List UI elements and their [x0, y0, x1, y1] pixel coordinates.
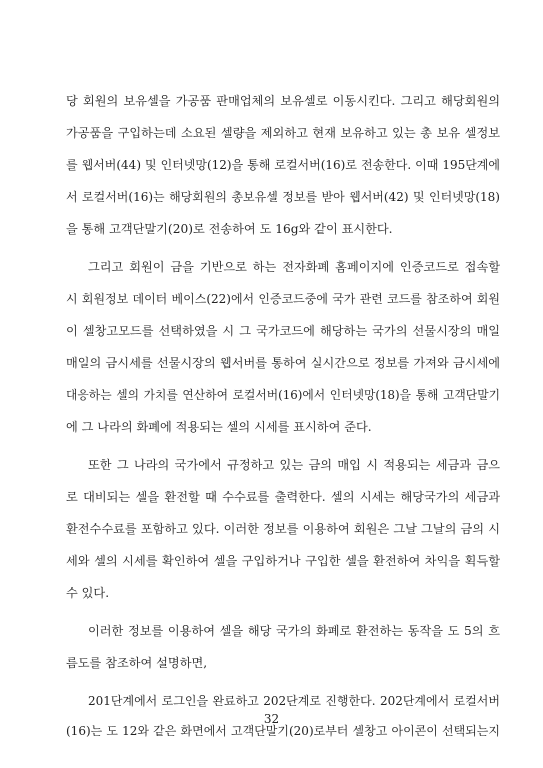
text-line: 이러한 정보를 이용하여 셀을 해당 국가의 화폐로 환전하는 동작을 도 5의 흐 — [88, 624, 500, 638]
text-line: 201단계에서 로그인을 완료하고 202단계로 진행한다. 202단계에서 로컬서버 — [88, 694, 500, 708]
text-line: (16)는 도 12와 같은 화면에서 고객단말기(20)로부터 셀창고 아이콘이 선택되는지 — [66, 724, 500, 738]
text-line: 를 웹서버(44) 및 인터넷망(12)을 통해 로컬서버(16)로 전송한다. 이때 195단계에 — [66, 158, 500, 172]
text-line: 로 대비되는 셀을 환전할 때 수수료를 출력한다. 셀의 시세는 해당국가의 세금과 — [66, 490, 500, 504]
text-line: 대응하는 셀의 가치를 연산하여 로컬서버(16)에서 인터넷망(18)을 통해 고객단말기 — [66, 388, 500, 402]
text-line: 이 셀창고모드를 선택하였을 시 그 국가코드에 해당하는 국가의 선물시장의 매일 — [66, 324, 500, 338]
text-line: 매일의 금시세를 선물시장의 웹서버를 통하여 실시간으로 정보를 가져와 금시세에 — [66, 356, 500, 370]
page-number: 32 — [263, 712, 280, 726]
text-line: 그리고 회원이 금을 기반으로 하는 전자화폐 홈페이지에 인증코드로 접속할 — [88, 260, 500, 274]
text-line: 시 회원정보 데이터 베이스(22)에서 인증코드중에 국가 관련 코드를 참조하여 회원 — [66, 292, 500, 306]
text-line: 세와 셀의 시세를 확인하여 셀을 구입하거나 구입한 셀을 환전하여 차익을 획득할 — [66, 554, 500, 568]
text-line: 에 그 나라의 화폐에 적용되는 셀의 시세를 표시하여 준다. — [66, 420, 372, 434]
text-line: 수 있다. — [66, 586, 110, 600]
text-line: 또한 그 나라의 국가에서 규정하고 있는 금의 매입 시 적용되는 세금과 금으 — [88, 458, 500, 472]
text-line: 가공품을 구입하는데 소요된 셀량을 제외하고 현재 보유하고 있는 총 보유 셀정보 — [66, 126, 500, 140]
text-line: 당 회원의 보유셀을 가공품 판매업체의 보유셀로 이동시킨다. 그리고 해당회원의 — [66, 94, 500, 108]
text-line: 을 통해 고객단말기(20)로 전송하여 도 16g와 같이 표시한다. — [66, 222, 393, 236]
text-line: 환전수수료를 포함하고 있다. 이러한 정보를 이용하여 회원은 그날 그날의 금의 시 — [66, 522, 500, 536]
text-line: 서 로컬서버(16)는 해당회원의 총보유셀 정보를 받아 웹서버(42) 및 인터넷망(18) — [66, 190, 500, 204]
text-line: 름도를 참조하여 설명하면, — [66, 656, 208, 670]
